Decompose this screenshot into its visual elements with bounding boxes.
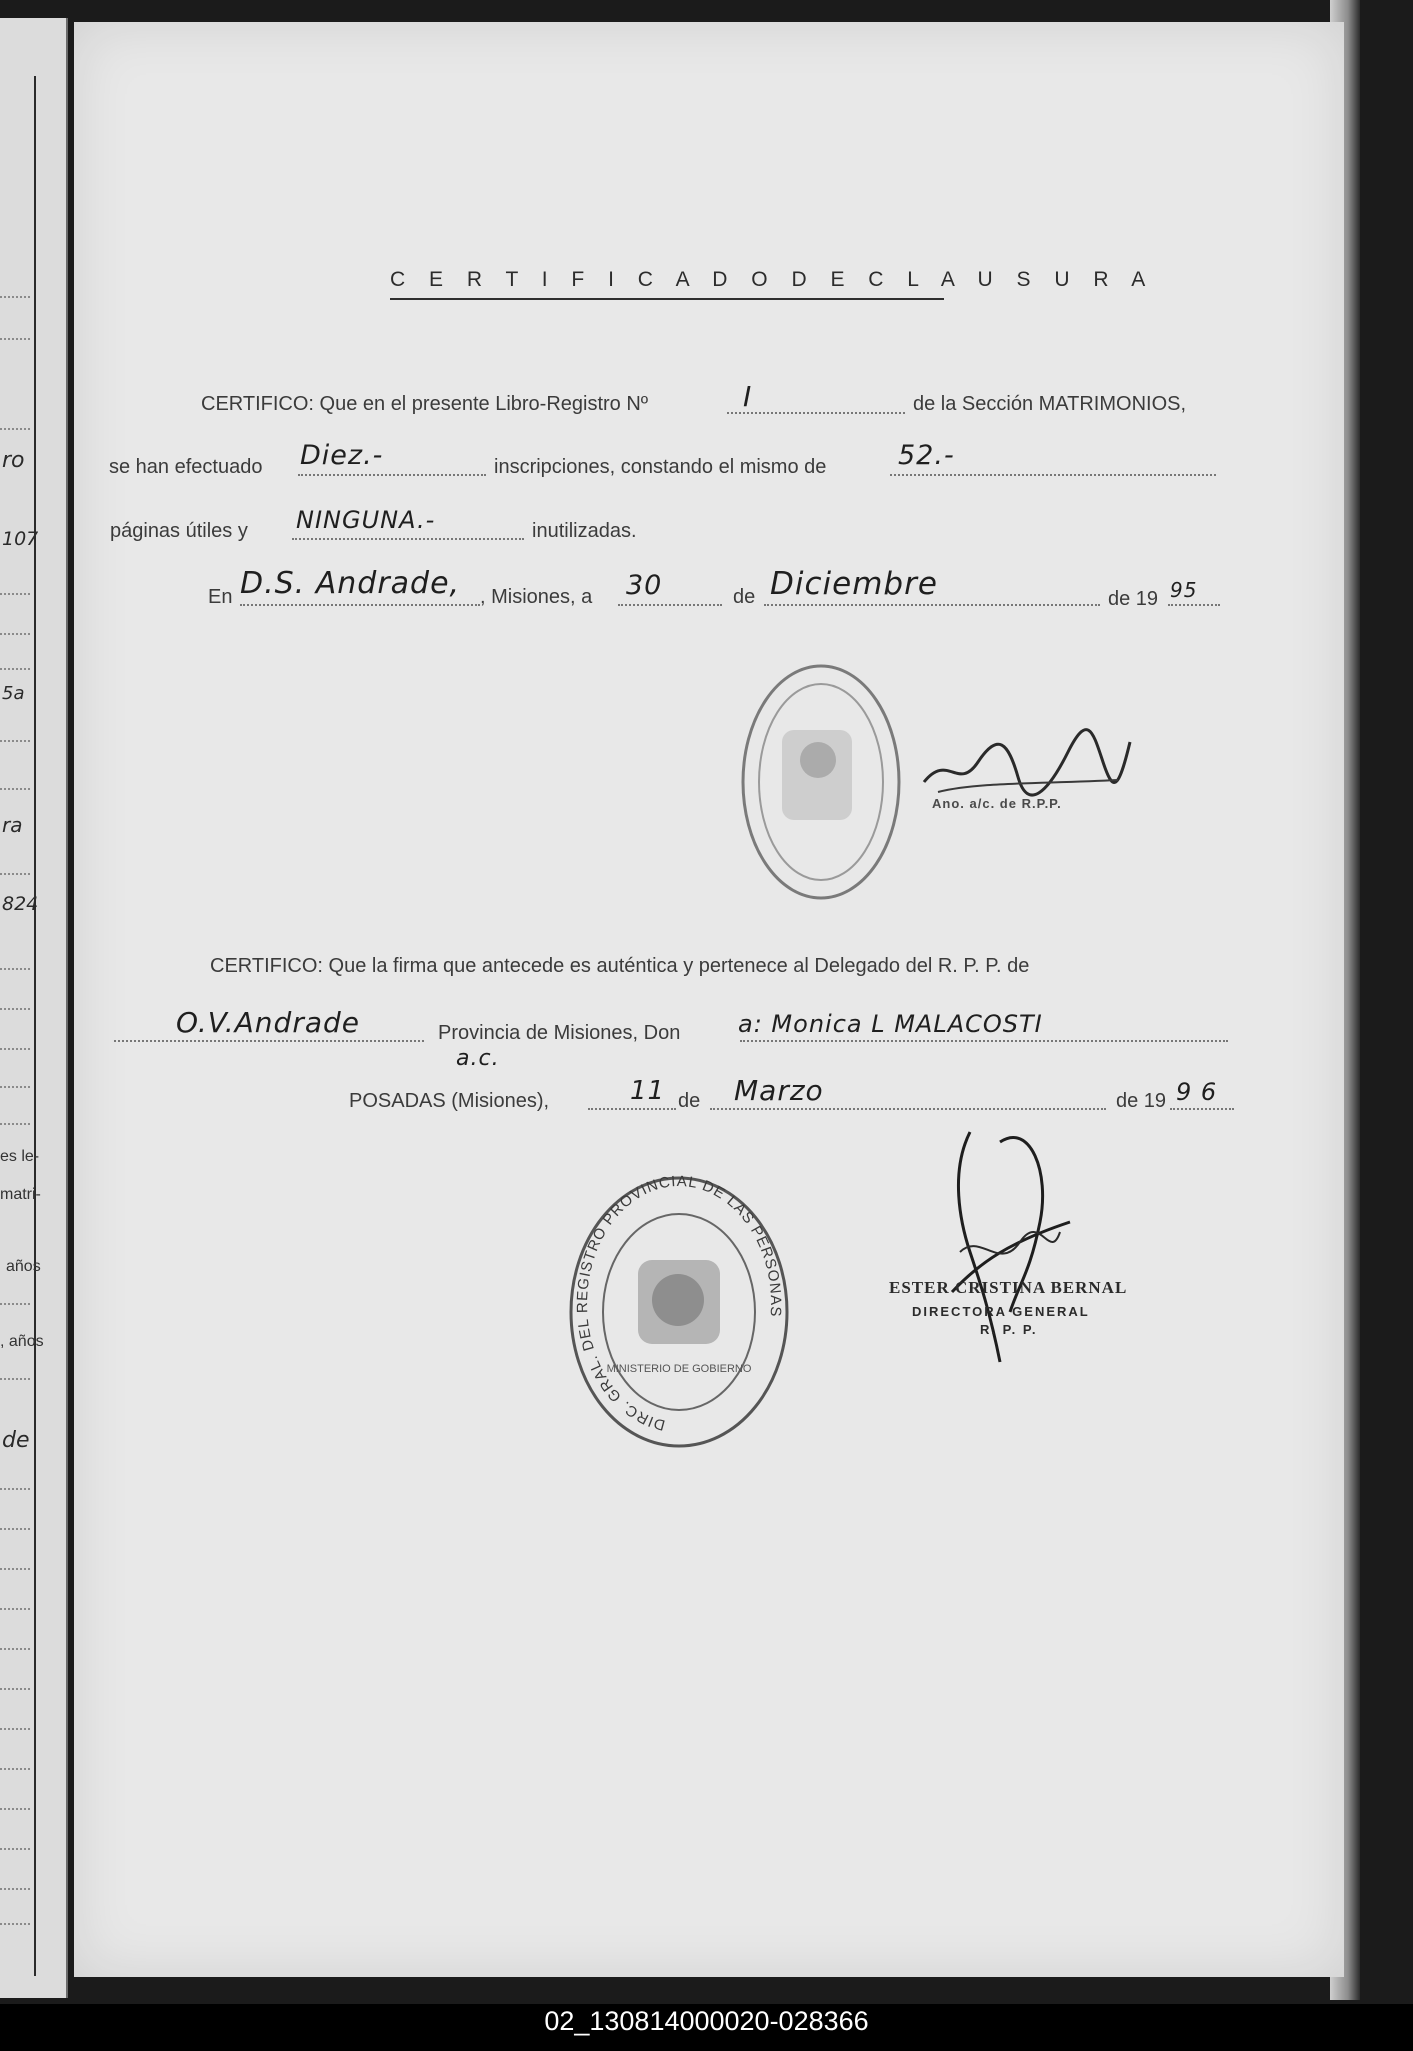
delegate-name-handwritten: a: Monica L MALACOSTI [738,1010,1043,1038]
dotted-line [0,1378,30,1380]
date1-de: de [733,586,756,608]
director-name: ESTER CRISTINA BERNAL [889,1278,1128,1297]
p2-prefix: CERTIFICO: Que la firma que antecede es auténtica y pertenece al Delegado del R. P. P. de [210,955,1030,977]
date1-misiones: , Misiones, a [480,586,593,608]
dotted-line [0,1123,30,1125]
date1-de19: de 19 [1108,588,1159,610]
inscripciones-field [298,474,486,476]
dotted-line [0,1808,30,1810]
dotted-line [0,338,30,340]
libro-num-field [727,412,905,414]
dotted-line [0,1888,30,1890]
dotted-line [0,968,30,970]
lugar1-field [240,604,480,606]
left-page-fragment: 5a [2,683,25,704]
inutilizadas-handwritten: NINGUNA.- [296,506,436,534]
p1-line3-suffix: inutilizadas. [532,520,637,542]
seal-outer-text: DIRC. GRAL. DEL REGISTRO PROVINCIAL DE LAS PERSONAS [573,1172,785,1434]
lugar2-handwritten: O.V.Andrade [176,1006,360,1039]
dia1-field [618,604,722,606]
certificate-page [74,22,1344,1977]
left-page-fragment: , años [0,1333,44,1350]
p1-prefix: CERTIFICO: Que en el presente Libro-Registro Nº [201,393,649,415]
dotted-line [0,1768,30,1770]
mes1-handwritten: Diciembre [770,566,938,602]
delegate-stamp-text: Ano. a/c. de R.P.P. [932,796,1062,811]
date2-de19: de 19 [1116,1090,1167,1112]
left-page-fragment: matri- [0,1186,41,1203]
title-underline [390,298,944,300]
dia2-field [588,1108,676,1110]
dotted-line [0,1923,30,1925]
lugar1-handwritten: D.S. Andrade, [240,566,461,601]
dotted-line [0,428,30,430]
dotted-line [0,1048,30,1050]
official-seal [566,1172,792,1452]
inscripciones-handwritten: Diez.- [300,440,384,471]
dotted-line [0,1608,30,1610]
p2-provincia: Provincia de Misiones, Don [438,1022,681,1044]
paginas-handwritten: 52.- [898,440,955,471]
mes1-field [764,604,1100,606]
dotted-line [0,1303,30,1305]
anio1-field [1168,604,1220,606]
name-field [740,1040,1228,1042]
dotted-line [0,1688,30,1690]
mes2-handwritten: Marzo [734,1074,824,1107]
p1-line2-mid: inscripciones, constando el mismo de [494,456,827,478]
dotted-line [0,668,30,670]
date2-de: de [678,1090,701,1112]
left-page-fragment: ra [2,813,23,837]
seal-inner-text: MINISTERIO DE GOBIERNO [606,1363,752,1375]
dotted-line [0,1488,30,1490]
dotted-line [0,1848,30,1850]
director-org: R. P. P. [980,1322,1038,1337]
document-id: 02_130814000020-028366 [544,2006,869,2036]
p1-suffix: de la Sección MATRIMONIOS, [913,393,1187,415]
inutilizadas-field [292,538,524,540]
delegate-cargo-handwritten: a.c. [456,1046,500,1071]
delegation-seal [738,660,904,904]
dotted-line [0,593,30,595]
left-page-fragment: 824 [2,893,39,915]
left-page-fragment: ro [2,448,25,473]
left-page-fragment: de [2,1428,30,1453]
dotted-line [0,1568,30,1570]
posadas-label: POSADAS (Misiones), [349,1090,550,1112]
left-page-fragment: es le- [0,1148,40,1165]
mes2-field [710,1108,1106,1110]
dotted-line [0,1086,30,1088]
anio1-handwritten: 95 [1170,578,1198,602]
dotted-line [0,788,30,790]
anio2-handwritten: 9 6 [1176,1078,1218,1106]
date1-en: En [208,586,233,608]
left-page-fragment: 107 [2,528,39,550]
dia2-handwritten: 11 [630,1076,666,1106]
margin-line [34,76,36,1976]
dotted-line [0,296,30,298]
p1-line2-prefix: se han efectuado [109,456,263,478]
director-title: DIRECTORA GENERAL [912,1304,1090,1319]
previous-page-strip [0,18,68,1998]
dotted-line [0,633,30,635]
dia1-handwritten: 30 [626,570,663,601]
dotted-line [0,740,30,742]
paginas-field [890,474,1216,476]
p1-line3-prefix: páginas útiles y [110,520,248,542]
dotted-line [0,1728,30,1730]
dotted-line [0,1008,30,1010]
anio2-field [1170,1108,1234,1110]
dotted-line [0,1528,30,1530]
dotted-line [0,873,30,875]
certificate-title: C E R T I F I C A D O D E C L A U S U R A [390,268,1155,291]
lugar2-field [114,1040,424,1042]
left-page-fragment: años [6,1258,41,1275]
dotted-line [0,1648,30,1650]
libro-num-handwritten: I [743,380,753,413]
